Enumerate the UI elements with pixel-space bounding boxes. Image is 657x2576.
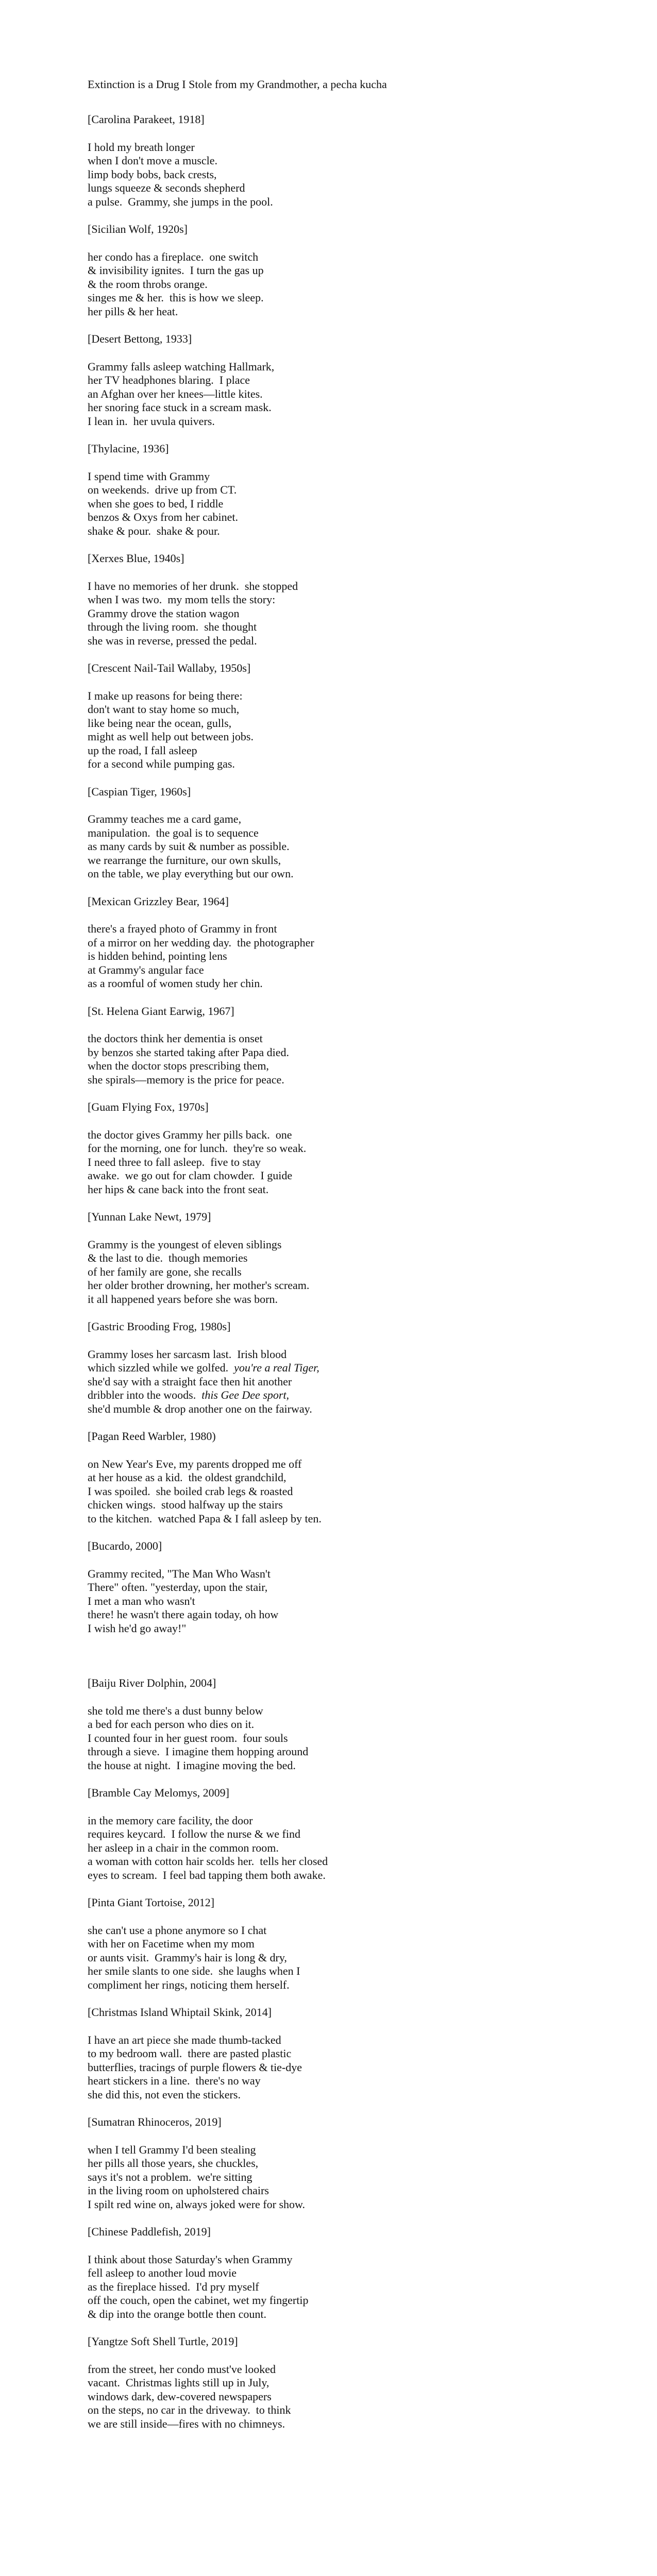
poem-line: I met a man who wasn't — [88, 1594, 195, 1607]
poem-line: is hidden behind, pointing lens — [88, 950, 227, 962]
poem-line: awake. we go out for clam chowder. I guide — [88, 1169, 293, 1182]
poem-section — [88, 1005, 582, 1087]
poem-line: a woman with cotton hair scolds her. tells her closed — [88, 1855, 328, 1868]
poem-line: she'd say with a straight face then hit another — [88, 1375, 292, 1388]
poem-line: fell asleep to another loud movie — [88, 2266, 237, 2279]
section-heading: [Yunnan Lake Newt, 1979] — [88, 1210, 211, 1223]
poem-line: her TV headphones blaring. I place — [88, 374, 250, 386]
stanza — [88, 1924, 582, 1992]
italic-phrase: this Gee Dee sport, — [201, 1388, 290, 1401]
poem-section — [88, 2225, 582, 2321]
document-page — [88, 77, 582, 2445]
poem-section — [88, 1430, 582, 1526]
poem-line: eyes to scream. I feel bad tapping them both awake. — [88, 1868, 326, 1882]
poem-section — [88, 662, 582, 771]
poem-line: by benzos she started taking after Papa died. — [88, 1045, 289, 1059]
section-heading: [Guam Flying Fox, 1970s] — [88, 1100, 209, 1113]
poem-line: up the road, I fall asleep — [88, 743, 197, 757]
section-heading: [Desert Bettong, 1933] — [88, 332, 192, 345]
poem-section — [88, 2335, 582, 2431]
poem-line: a pulse. Grammy, she jumps in the pool. — [88, 195, 273, 208]
poem-line: at Grammy's angular face — [88, 963, 204, 976]
stanza — [88, 2363, 582, 2431]
poem-line: the doctors think her dementia is onset — [88, 1032, 263, 1045]
poem-line: I have no memories of her drunk. she stopped — [88, 579, 298, 592]
poem-line: her asleep in a chair in the common room. — [88, 1841, 279, 1854]
poem-section — [88, 1100, 582, 1196]
stanza — [88, 360, 582, 429]
poem-line: when the doctor stops prescribing them, — [88, 1059, 269, 1072]
section-heading: [Christmas Island Whiptail Skink, 2014] — [88, 2006, 272, 2019]
poem-line: of a mirror on her wedding day. the photographer — [88, 936, 314, 949]
poem-line: as the fireplace hissed. I'd pry myself — [88, 2280, 259, 2293]
poem-line: manipulation. the goal is to sequence — [88, 826, 259, 839]
poem-line: on New Year's Eve, my parents dropped me off — [88, 1457, 302, 1470]
poem-line: compliment her rings, noticing them herself. — [88, 1978, 290, 1991]
poem-line: & invisibility ignites. I turn the gas up — [88, 264, 264, 277]
poem-line: through a sieve. I imagine them hopping around — [88, 1745, 309, 1758]
poem-line: her smile slants to one side. she laughs when I — [88, 1964, 300, 1977]
poem-line: at her house as a kid. the oldest grandchild, — [88, 1471, 287, 1484]
section-heading: [Sicilian Wolf, 1920s] — [88, 223, 188, 235]
poem-line: as many cards by suit & number as possible. — [88, 840, 290, 853]
stanza — [88, 1128, 582, 1197]
poem-line: off the couch, open the cabinet, wet my fingertip — [88, 2294, 309, 2307]
section-heading: [Bramble Cay Melomys, 2009] — [88, 1786, 229, 1799]
poem-line: which sizzled while we golfed. you're a real Tiger, — [88, 1361, 319, 1374]
poem-line: I think about those Saturday's when Grammy — [88, 2252, 293, 2266]
poem-line: she did this, not even the stickers. — [88, 2088, 241, 2101]
poem-line: Grammy drove the station wagon — [88, 606, 240, 620]
poem-line: her pills all those years, she chuckles, — [88, 2157, 259, 2170]
stanza — [88, 141, 582, 209]
poem-line: her snoring face stuck in a scream mask. — [88, 401, 272, 414]
poem-line: I spilt red wine on, always joked were for show. — [88, 2197, 305, 2211]
poem-line: like being near the ocean, gulls, — [88, 716, 232, 730]
poem-line: or aunts visit. Grammy's hair is long & dry, — [88, 1951, 287, 1964]
poem-body — [88, 113, 582, 2431]
poem-section — [88, 1210, 582, 1306]
poem-line: when she goes to bed, I riddle — [88, 497, 224, 510]
poem-section — [88, 552, 582, 648]
poem-section — [88, 2115, 582, 2211]
poem-line: when I tell Grammy I'd been stealing — [88, 2143, 256, 2156]
poem-line: we are still inside—fires with no chimneys. — [88, 2417, 285, 2430]
poem-line: there! he wasn't there again today, oh how — [88, 1608, 279, 1621]
poem-line: she spirals—memory is the price for peace. — [88, 1073, 284, 1086]
poem-line: heart stickers in a line. there's no way — [88, 2074, 261, 2087]
poem-line: butterflies, tracings of purple flowers & tie-dye — [88, 2060, 302, 2074]
poem-line: benzos & Oxys from her cabinet. — [88, 511, 239, 523]
poem-line: Grammy loses her sarcasm last. Irish blood — [88, 1347, 287, 1361]
poem-line: of her family are gone, she recalls — [88, 1265, 242, 1278]
italic-phrase: you're a real Tiger, — [234, 1361, 319, 1374]
poem-line: her older brother drowning, her mother's scream. — [88, 1279, 310, 1292]
poem-line: & the last to die. though memories — [88, 1251, 248, 1264]
poem-line: with her on Facetime when my mom — [88, 1937, 255, 1950]
poem-line: Grammy falls asleep watching Hallmark, — [88, 360, 275, 373]
section-heading: [Sumatran Rhinoceros, 2019] — [88, 2115, 222, 2128]
stanza — [88, 812, 582, 881]
poem-line: Grammy is the youngest of eleven siblings — [88, 1238, 282, 1251]
poem-line: she can't use a phone anymore so I chat — [88, 1923, 267, 1937]
poem-section — [88, 223, 582, 318]
stanza — [88, 2143, 582, 2212]
poem-line: the house at night. I imagine moving the bed. — [88, 1758, 296, 1772]
section-heading: [Carolina Parakeet, 1918] — [88, 113, 205, 126]
poem-line: vacant. Christmas lights still up in July, — [88, 2376, 269, 2389]
section-heading: [Xerxes Blue, 1940s] — [88, 552, 184, 565]
stanza — [88, 1458, 582, 1526]
poem-line: shake & pour. shake & pour. — [88, 524, 220, 537]
poem-line: I spend time with Grammy — [88, 469, 210, 483]
poem-section — [88, 1320, 582, 1416]
section-heading: [Crescent Nail-Tail Wallaby, 1950s] — [88, 662, 251, 674]
poem-section — [88, 442, 582, 538]
poem-line: her pills & her heat. — [88, 304, 178, 318]
section-heading: [Baiju River Dolphin, 2004] — [88, 1676, 216, 1689]
poem-line: from the street, her condo must've looked — [88, 2362, 276, 2376]
poem-line: there's a frayed photo of Grammy in front — [88, 922, 277, 935]
poem-line: I hold my breath longer — [88, 140, 195, 154]
poem-section — [88, 1539, 582, 1635]
poem-line: her condo has a fireplace. one switch — [88, 250, 259, 263]
poem-line: I counted four in her guest room. four souls — [88, 1731, 288, 1744]
poem-section — [88, 1786, 582, 1882]
poem-line: she told me there's a dust bunny below — [88, 1704, 263, 1717]
stanza — [88, 580, 582, 648]
poem-line: don't want to stay home so much, — [88, 703, 240, 716]
poem-line: & dip into the orange bottle then count. — [88, 2307, 267, 2320]
poem-line: limp body bobs, back crests, — [88, 167, 217, 181]
poem-line: through the living room. she thought — [88, 620, 257, 633]
section-heading: [Pagan Reed Warbler, 1980) — [88, 1430, 216, 1443]
poem-line: on the table, we play everything but our own. — [88, 867, 294, 880]
poem-line: in the memory care facility, the door — [88, 1814, 253, 1827]
stanza — [88, 1814, 582, 1883]
poem-line: she'd mumble & drop another one on the fairway. — [88, 1402, 312, 1415]
section-heading: [St. Helena Giant Earwig, 1967] — [88, 1004, 234, 1018]
poem-line: chicken wings. stood halfway up the stairs — [88, 1498, 283, 1511]
poem-line: There" often. "yesterday, upon the stair, — [88, 1581, 268, 1594]
stanza — [88, 250, 582, 319]
poem-line: singes me & her. this is how we sleep. — [88, 291, 264, 304]
section-heading: [Bucardo, 2000] — [88, 1539, 162, 1552]
poem-section — [88, 895, 582, 991]
poem-line: & the room throbs orange. — [88, 277, 208, 291]
poem-line: it all happened years before she was born. — [88, 1292, 278, 1306]
poem-line: says it's not a problem. we're sitting — [88, 2170, 252, 2183]
poem-section — [88, 2006, 582, 2102]
poem-section — [88, 1676, 582, 1772]
poem-section — [88, 1896, 582, 1992]
stanza — [88, 2253, 582, 2321]
poem-line: she was in reverse, pressed the pedal. — [88, 634, 257, 647]
document-title: Extinction is a Drug I Stole from my Grandmother, a pecha kucha — [88, 78, 387, 91]
poem-line: we rearrange the furniture, our own skulls, — [88, 853, 281, 867]
stanza — [88, 1567, 582, 1636]
poem-line: as a roomful of women study her chin. — [88, 977, 263, 990]
poem-line: on weekends. drive up from CT. — [88, 483, 237, 496]
poem-line: I make up reasons for being there: — [88, 689, 243, 702]
section-heading: [Pinta Giant Tortoise, 2012] — [88, 1896, 215, 1909]
poem-line: to the kitchen. watched Papa & I fall asleep by ten. — [88, 1512, 322, 1525]
poem-line: in the living room on upholstered chairs — [88, 2184, 269, 2197]
poem-line: Grammy recited, "The Man Who Wasn't — [88, 1567, 271, 1580]
stanza — [88, 1704, 582, 1773]
poem-line: I wish he'd go away!" — [88, 1621, 187, 1635]
stanza — [88, 470, 582, 538]
poem-line: an Afghan over her knees—little kites. — [88, 387, 263, 400]
poem-section — [88, 785, 582, 881]
poem-line: I have an art piece she made thumb-tacked — [88, 2033, 281, 2046]
section-heading: [Yangtze Soft Shell Turtle, 2019] — [88, 2335, 238, 2348]
stanza — [88, 1348, 582, 1416]
poem-line: on the steps, no car in the driveway. to think — [88, 2403, 291, 2416]
stanza — [88, 2033, 582, 2102]
poem-line: lungs squeeze & seconds shepherd — [88, 181, 245, 194]
poem-line: when I was two. my mom tells the story: — [88, 593, 276, 606]
poem-line: a bed for each person who dies on it. — [88, 1718, 255, 1731]
poem-section — [88, 332, 582, 428]
section-heading: [Mexican Grizzley Bear, 1964] — [88, 894, 229, 908]
poem-line: her hips & cane back into the front seat. — [88, 1182, 269, 1196]
stanza — [88, 1238, 582, 1307]
poem-line: I was spoiled. she boiled crab legs & roasted — [88, 1484, 293, 1498]
stanza — [88, 689, 582, 771]
poem-line: dribbler into the woods. this Gee Dee sport, — [88, 1388, 290, 1401]
section-heading: [Thylacine, 1936] — [88, 442, 169, 455]
section-heading: [Caspian Tiger, 1960s] — [88, 785, 191, 798]
stanza — [88, 922, 582, 991]
poem-line: for the morning, one for lunch. they're so weak. — [88, 1142, 307, 1155]
poem-line: Grammy teaches me a card game, — [88, 812, 242, 825]
section-heading: [Chinese Paddlefish, 2019] — [88, 2225, 211, 2238]
poem-line: windows dark, dew-covered newspapers — [88, 2389, 272, 2403]
poem-section — [88, 113, 582, 209]
poem-line: for a second while pumping gas. — [88, 757, 235, 770]
stanza — [88, 1032, 582, 1087]
poem-line: requires keycard. I follow the nurse & we find — [88, 1827, 300, 1840]
poem-line: I lean in. her uvula quivers. — [88, 414, 215, 428]
section-heading: [Gastric Brooding Frog, 1980s] — [88, 1320, 231, 1333]
poem-line: might as well help out between jobs. — [88, 730, 254, 743]
poem-line: the doctor gives Grammy her pills back. one — [88, 1128, 292, 1141]
poem-line: when I don't move a muscle. — [88, 154, 218, 167]
poem-line: I need three to fall asleep. five to stay — [88, 1155, 261, 1168]
poem-line: to my bedroom wall. there are pasted plastic — [88, 2047, 292, 2060]
